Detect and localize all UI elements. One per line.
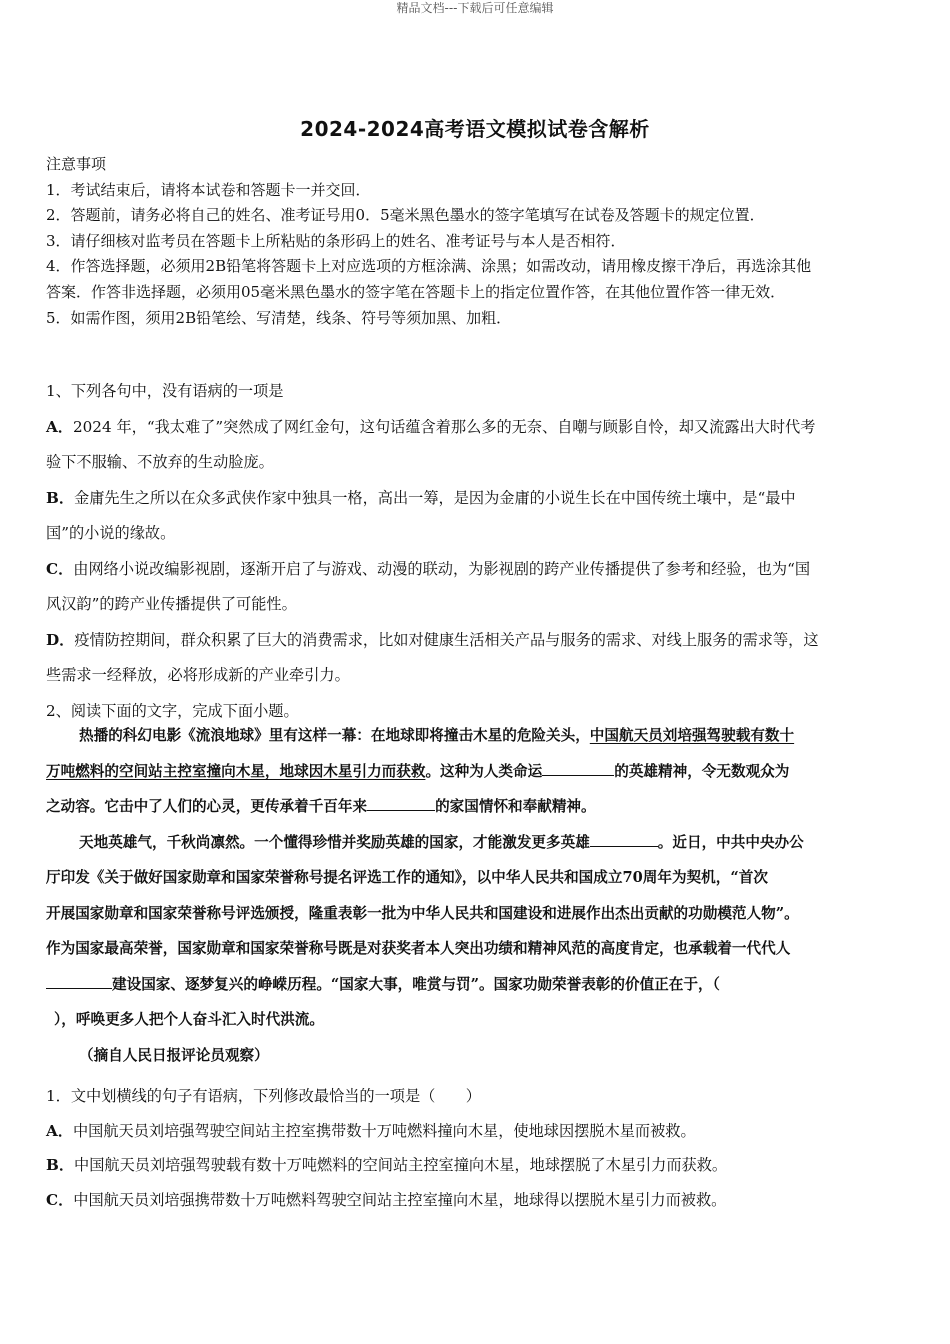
question-1 [46, 374, 908, 729]
option-label: A． [46, 417, 73, 436]
passage-text: 建设国家、逐梦复兴的峥嵘历程。“国家大事，唯赏与罚”。国家功勋荣誉表彰的价值正在于，（ [112, 975, 720, 993]
option-text: 中国航天员刘培强携带数十万吨燃料驾驶空间站主控室撞向木星，地球得以摆脱木星引力而被救。 [73, 1190, 727, 1209]
passage-source: （摘自人民日报评论员观察） [79, 1046, 269, 1064]
option-text: 2024 年，“我太难了”突然成了网红金句，这句话蕴含着那么多的无奈、自嘲与顾影自怜，却又流露出大时代考 [72, 417, 816, 436]
passage-line [46, 718, 908, 754]
sub-option-a [46, 1114, 908, 1149]
option-text: 疫情防控期间，群众积累了巨大的消费需求，比如对健康生活相关产品与服务的需求、对线上服务的需求等，这 [74, 630, 819, 649]
question-2-stem: 2、阅读下面的文字，完成下面小题。 [46, 701, 299, 720]
passage-text: 之动容。它击中了人们的心灵，更传承着千百年来 [46, 798, 368, 815]
notice-item: 答案．作答非选择题，必须用05毫米黑色墨水的签字笔在答题卡上的指定位置作答，在其他位置作答一律无效． [46, 282, 786, 301]
option-label: B． [46, 488, 75, 507]
underlined-sentence: 万吨燃料的空间站主控室撞向木星，地球因木星引力而获救 [46, 762, 426, 780]
passage-line [46, 1002, 908, 1038]
passage-text: 热播的科幻电影《流浪地球》里有这样一幕：在地球即将撞击木星的危险关头， [79, 727, 590, 744]
fill-blank [542, 761, 614, 776]
option-b [46, 481, 908, 517]
option-text: 中国航天员刘培强驾驶空间站主控室携带数十万吨燃料撞向木星，使地球因摆脱木星而被救。 [72, 1121, 696, 1140]
option-label: C． [46, 1190, 74, 1209]
option-d [46, 623, 908, 659]
fill-blank [46, 974, 112, 989]
passage-text: 。这种为人类命运 [425, 762, 543, 780]
passage-line [46, 789, 908, 825]
passage-text: 的英雄精神，令无数观众为 [614, 762, 790, 780]
notice-item: 5．如需作图，须用2B铅笔绘、写清楚，线条、符号等须加黑、加粗． [46, 308, 512, 327]
passage-line [46, 825, 908, 861]
option-text: 由网络小说改编影视剧，逐渐开启了与游戏、动漫的联动，为影视剧的跨产业传播提供了参考和经验，也为“国 [73, 559, 811, 578]
option-c [46, 552, 908, 588]
underlined-sentence: 中国航天员刘培强驾驶载有数十 [589, 727, 795, 744]
passage-text: 。近日，中共中央办公 [657, 833, 804, 851]
notice-item: 1．考试结束后，请将本试卷和答题卡一并交回． [46, 180, 371, 199]
notice-section [46, 152, 908, 331]
option-text: 中国航天员刘培强驾驶载有数十万吨燃料的空间站主控室撞向木星，地球摆脱了木星引力而获救。 [74, 1156, 728, 1174]
option-label: A． [46, 1121, 73, 1140]
option-c-continued: 风汉韵”的跨产业传播提供了可能性。 [46, 595, 297, 613]
sub-question-stem: 1．文中划横线的句子有语病，下列修改最恰当的一项是（ ） [46, 1087, 481, 1105]
sub-option-b [46, 1148, 908, 1183]
option-label: C． [46, 559, 74, 578]
header-watermark: 精品文档---下载后可任意编辑 [396, 1, 554, 15]
notice-item: 2．答题前，请务必将自己的姓名、准考证号用0．5毫米黑色墨水的签字笔填写在试卷及答题卡的规定位置． [46, 206, 765, 225]
option-text: 金庸先生之所以在众多武侠作家中独具一格，高出一筹，是因为金庸的小说生长在中国传统土壤中，是“最中 [74, 488, 796, 507]
passage-text: 的家国情怀和奉献精神。 [435, 798, 596, 815]
passage-line: 作为国家最高荣誉，国家勋章和国家荣誉称号既是对获奖者本人突出功绩和精神风范的高度肯定，也承载着一代代人 [46, 940, 791, 957]
page-title: 2024-2024高考语文模拟试卷含解析 [300, 117, 650, 141]
passage-text: 天地英雄气，千秋尚凛然。一个懂得珍惜并奖励英雄的国家，才能激发更多英雄 [79, 833, 590, 851]
option-a [46, 410, 908, 446]
passage-line [46, 754, 908, 790]
question-stem: 1、下列各句中，没有语病的一项是 [46, 382, 284, 400]
passage-line: 厅印发《关于做好国家勋章和国家荣誉称号提名评选工作的通知》，以中华人民共和国成立70周年为契机，“首次 [46, 869, 768, 886]
sub-question-1 [46, 1079, 908, 1217]
passage-line: 开展国家勋章和国家荣誉称号评选颁授，隆重表彰一批为中华人民共和国建设和进展作出杰出贡献的功勋模范人物”。 [46, 904, 799, 922]
option-label: D． [46, 630, 75, 649]
notice-heading: 注意事项 [46, 155, 107, 173]
option-a-continued: 验下不服输、不放弃的生动脸庞。 [46, 453, 274, 471]
notice-item: 4．作答选择题，必须用2B铅笔将答题卡上对应选项的方框涂满、涂黑；如需改动，请用橡皮擦干净后，再选涂其他 [46, 257, 812, 276]
passage-text: ），呼唤更多人把个人奋斗汇入时代洪流。 [54, 1011, 324, 1028]
option-d-continued: 些需求一经释放，必将形成新的产业牵引力。 [46, 666, 350, 684]
sub-option-c [46, 1183, 908, 1218]
option-b-continued: 国”的小说的缘故。 [46, 524, 176, 542]
passage-line [46, 967, 908, 1003]
option-label: B． [46, 1156, 75, 1174]
reading-passage [46, 718, 908, 1073]
fill-blank [590, 832, 658, 847]
fill-blank [367, 796, 435, 811]
notice-item: 3．请仔细核对监考员在答题卡上所粘贴的条形码上的姓名、准考证号与本人是否相符． [46, 231, 626, 250]
